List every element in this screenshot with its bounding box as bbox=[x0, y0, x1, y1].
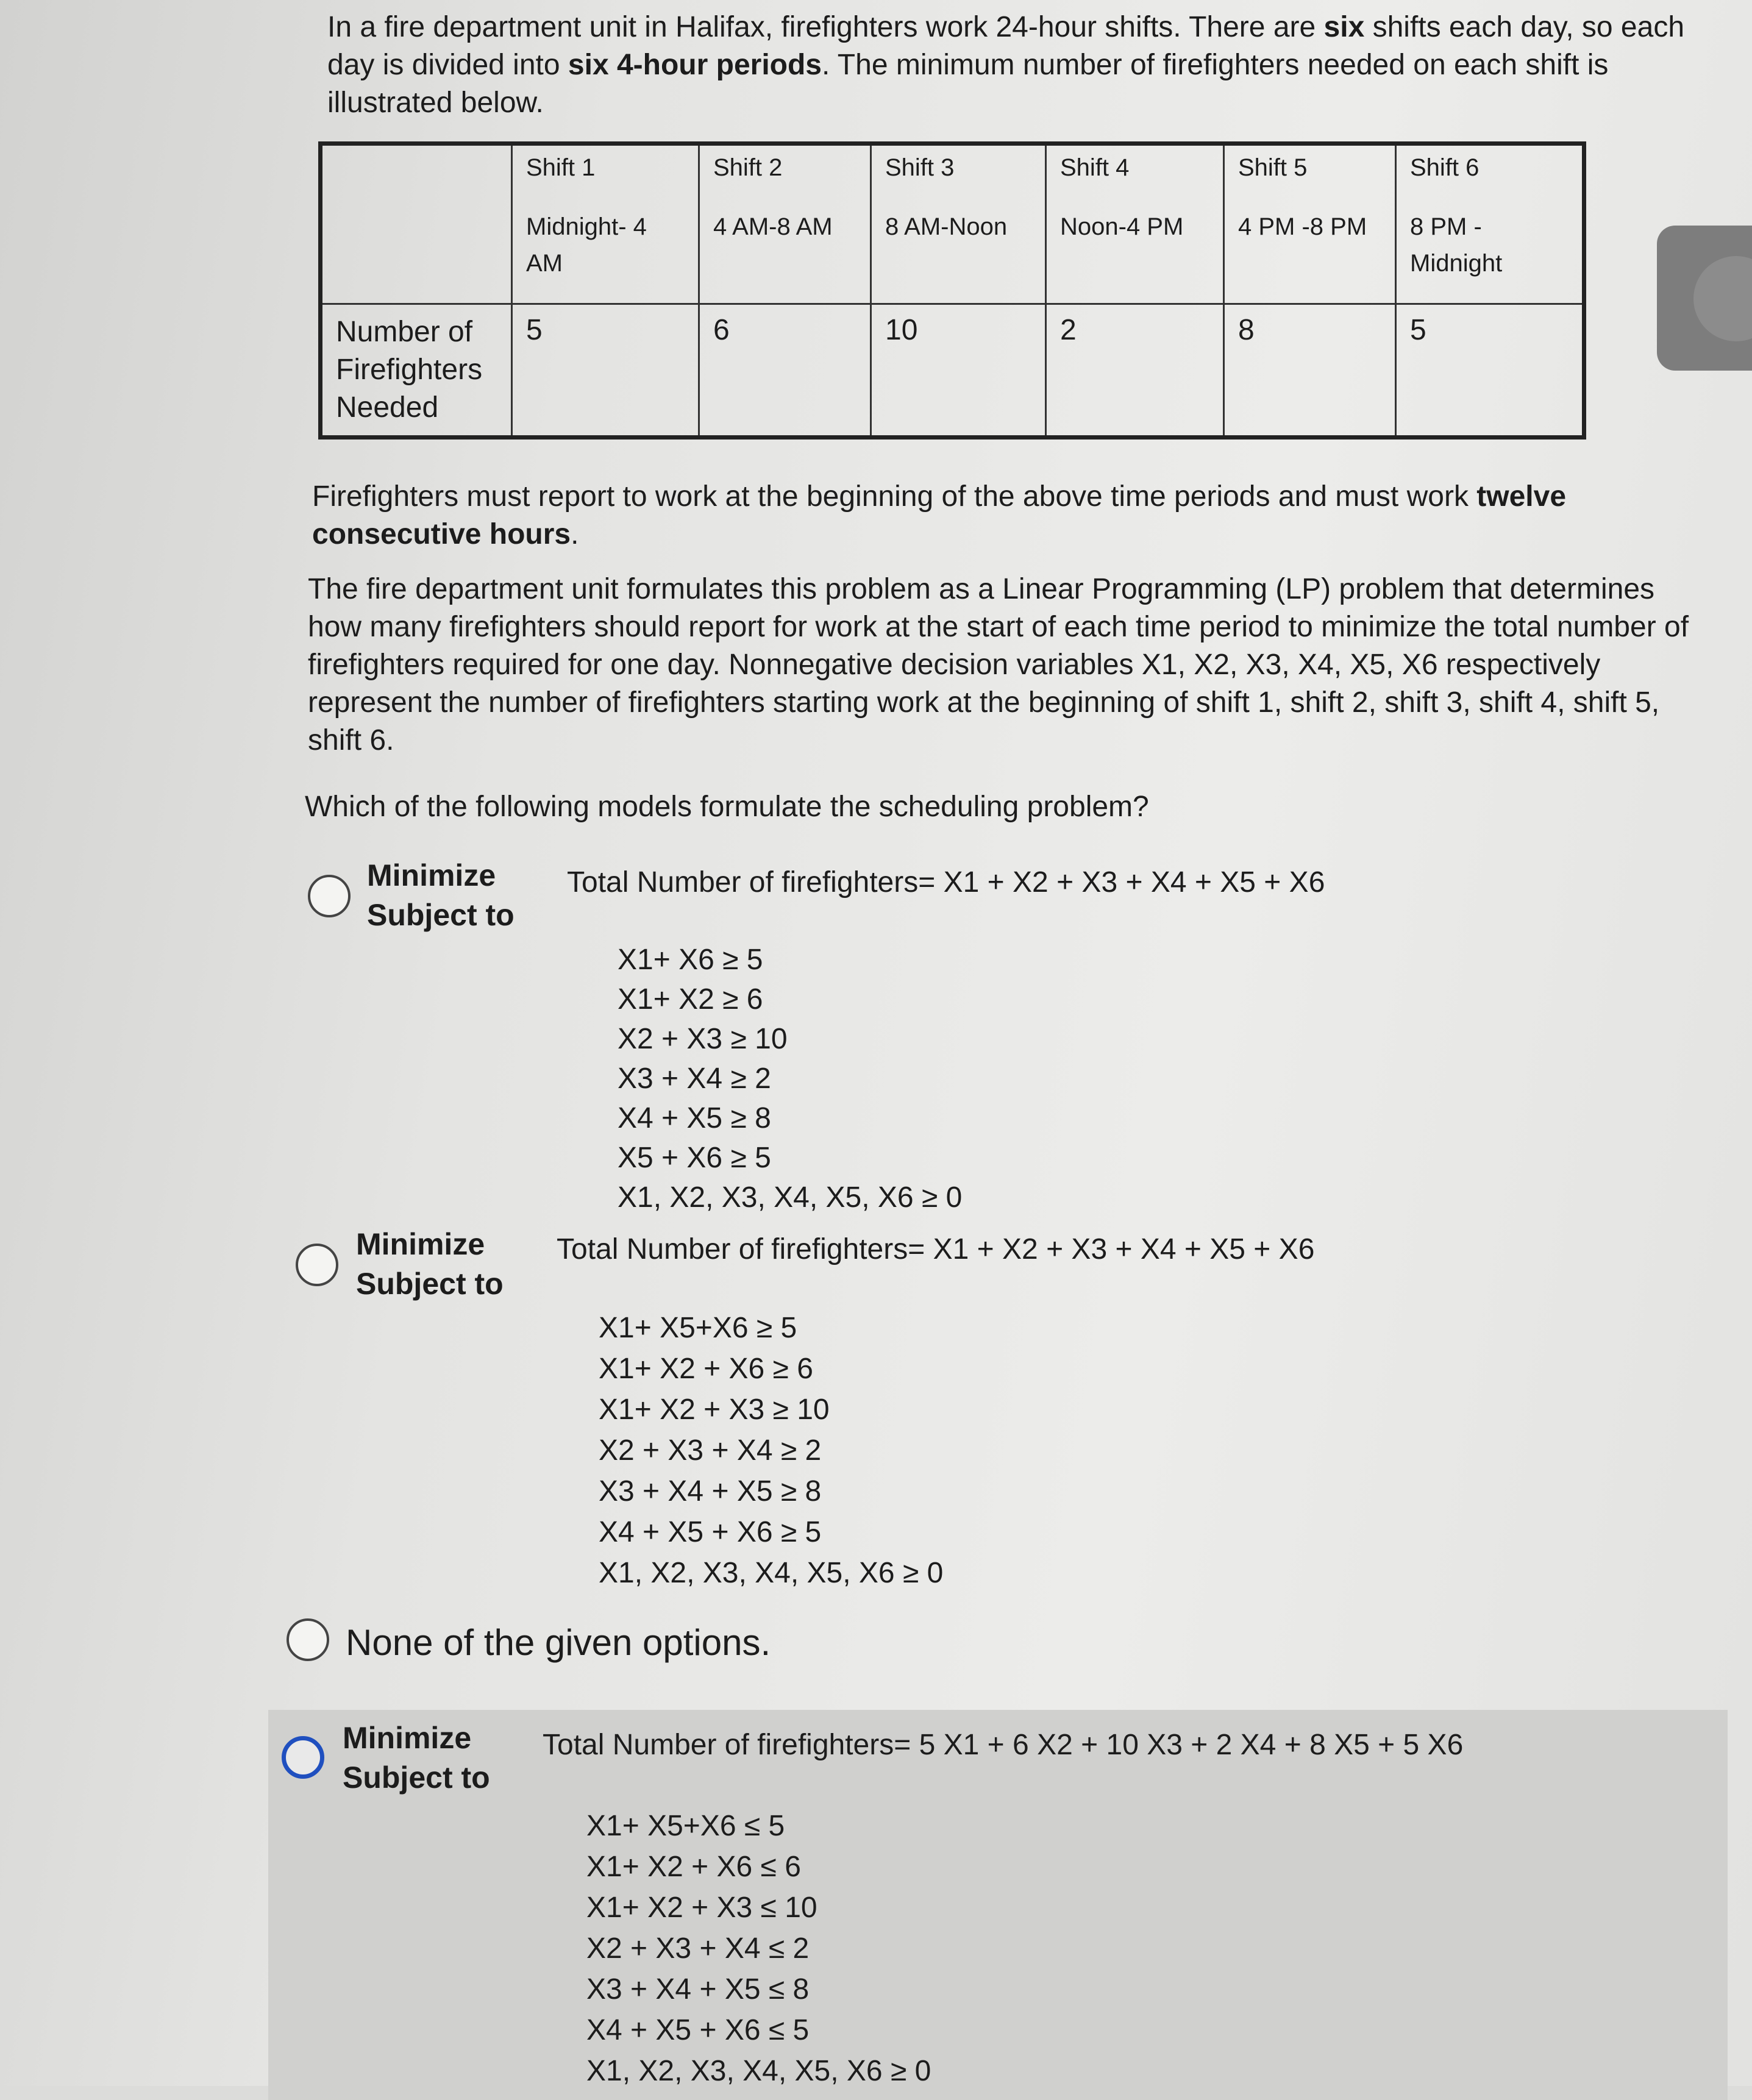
option-1-subject-label: Subject to bbox=[367, 898, 515, 932]
table-header-cell: Shift 6 8 PM - Midnight bbox=[1396, 144, 1584, 304]
constraint: X1, X2, X3, X4, X5, X6 ≥ 0 bbox=[618, 1181, 963, 1214]
option-4-objective: Total Number of firefighters= 5 X1 + 6 X2 + 10 X3 + 2 X4 + 8 X5 + 5 X6 bbox=[543, 1729, 1464, 1761]
constraint: X2 + X3 + X4 ≤ 2 bbox=[586, 1932, 810, 1965]
shift-requirements-table bbox=[318, 141, 1586, 440]
constraint: X4 + X5 ≥ 8 bbox=[618, 1102, 771, 1134]
option-2-constraints bbox=[599, 1308, 943, 1593]
constraint: X3 + X4 ≥ 2 bbox=[618, 1062, 771, 1095]
table-cell: 10 bbox=[871, 304, 1046, 438]
constraint: X4 + X5 + X6 ≤ 5 bbox=[586, 2014, 810, 2046]
table-header-cell: Shift 3 8 AM-Noon bbox=[871, 144, 1046, 304]
constraint: X1+ X2 + X3 ≥ 10 bbox=[599, 1393, 830, 1426]
constraint: X1+ X2 ≥ 6 bbox=[618, 983, 763, 1016]
constraint: X3 + X4 + X5 ≥ 8 bbox=[599, 1475, 822, 1507]
side-panel-tab[interactable] bbox=[1657, 226, 1752, 371]
table-header-row bbox=[321, 144, 1584, 304]
intro-paragraph: In a fire department unit in Halifax, firefighters work 24-hour shifts. There are six shifts each day, so each day is divided into six 4-hour periods. The minimum number of firefighters needed on each shift is illustrated below. bbox=[327, 11, 1685, 119]
table-cell: 2 bbox=[1046, 304, 1224, 438]
constraint: X2 + X3 ≥ 10 bbox=[618, 1023, 788, 1055]
option-2-minimize-label: Minimize bbox=[356, 1227, 485, 1261]
table-cell: 6 bbox=[699, 304, 871, 438]
report-paragraph: Firefighters must report to work at the beginning of the above time periods and must work twelve consecutive hours. bbox=[312, 480, 1567, 550]
constraint: X1+ X5+X6 ≥ 5 bbox=[599, 1312, 797, 1344]
table-cell: 5 bbox=[1396, 304, 1584, 438]
constraint: X1+ X2 + X3 ≤ 10 bbox=[586, 1892, 817, 1924]
row-label: Number of Firefighters Needed bbox=[321, 304, 512, 438]
formulation-paragraph: The fire department unit formulates this problem as a Linear Programming (LP) problem that determines how many firefighters should report for work at the start of each time period to minimize the total number of firefighters required for one day. Nonnegative decision variables X1, X2, X3, X4, X5, X6 respectively represent the number of firefighters starting work at the beginning of shift 1, shift 2, shift 3, shift 4, shift 5, shift 6. bbox=[308, 573, 1689, 756]
option-1-objective: Total Number of firefighters= X1 + X2 + X3 + X4 + X5 + X6 bbox=[567, 866, 1325, 899]
constraint: X2 + X3 + X4 ≥ 2 bbox=[599, 1434, 822, 1467]
option-2-radio[interactable] bbox=[296, 1244, 338, 1286]
option-2-objective: Total Number of firefighters= X1 + X2 + X3 + X4 + X5 + X6 bbox=[557, 1233, 1315, 1265]
table-corner-cell bbox=[321, 144, 512, 304]
table-cell: 5 bbox=[512, 304, 699, 438]
constraint: X1, X2, X3, X4, X5, X6 ≥ 0 bbox=[586, 2055, 931, 2087]
constraint: X1+ X2 + X6 ≥ 6 bbox=[599, 1353, 813, 1385]
constraint: X1+ X6 ≥ 5 bbox=[618, 944, 763, 976]
table-header-cell: Shift 1 Midnight- 4 AM bbox=[512, 144, 699, 304]
question-text: Which of the following models formulate the scheduling problem? bbox=[305, 791, 1149, 823]
option-3-label: None of the given options. bbox=[346, 1622, 771, 1663]
table-header-cell: Shift 4 Noon-4 PM bbox=[1046, 144, 1224, 304]
constraint: X1+ X2 + X6 ≤ 6 bbox=[586, 1851, 801, 1883]
constraint: X1, X2, X3, X4, X5, X6 ≥ 0 bbox=[599, 1557, 944, 1589]
option-4-radio[interactable] bbox=[282, 1736, 324, 1779]
option-4-minimize-label: Minimize bbox=[343, 1721, 472, 1755]
option-4-subject-label: Subject to bbox=[343, 1760, 490, 1795]
constraint: X5 + X6 ≥ 5 bbox=[618, 1142, 771, 1174]
option-3-radio[interactable] bbox=[287, 1618, 329, 1661]
constraint: X1+ X5+X6 ≤ 5 bbox=[586, 1810, 785, 1842]
option-1-constraints bbox=[618, 940, 962, 1217]
table-header-cell: Shift 2 4 AM-8 AM bbox=[699, 144, 871, 304]
constraint: X4 + X5 + X6 ≥ 5 bbox=[599, 1516, 822, 1548]
option-2-subject-label: Subject to bbox=[356, 1267, 504, 1301]
side-tab-knob bbox=[1693, 256, 1752, 341]
option-4-constraints bbox=[586, 1806, 931, 2091]
table-cell: 8 bbox=[1224, 304, 1396, 438]
option-1-radio[interactable] bbox=[308, 875, 351, 917]
table-data-row bbox=[321, 304, 1584, 438]
constraint: X3 + X4 + X5 ≤ 8 bbox=[586, 1973, 810, 2006]
table-header-cell: Shift 5 4 PM -8 PM bbox=[1224, 144, 1396, 304]
option-1-minimize-label: Minimize bbox=[367, 858, 496, 892]
